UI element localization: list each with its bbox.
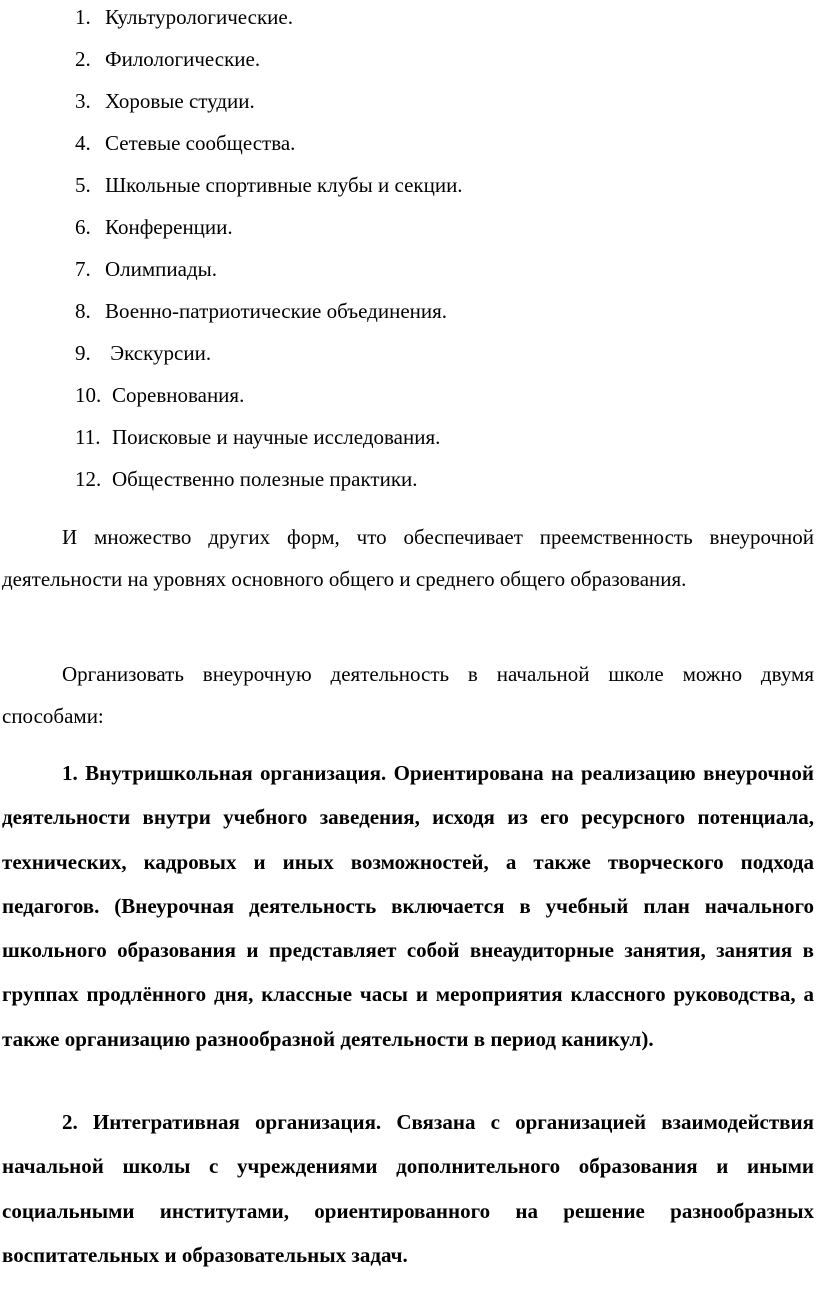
list-item-text: Экскурсии. xyxy=(105,341,212,365)
list-item-number: 5. xyxy=(75,173,91,197)
list-item-number: 7. xyxy=(75,257,91,281)
list-item xyxy=(75,464,463,506)
list-item-text: Культурологические. xyxy=(105,5,293,29)
list-item-text: Конференции. xyxy=(105,215,233,239)
paragraph-two-ways: Организовать внеурочную деятельность в начальной школе можно двумя способами: xyxy=(2,662,814,728)
list-item-text: Олимпиады. xyxy=(105,257,218,281)
list-item-number: 1. xyxy=(75,5,91,29)
forms-list xyxy=(75,2,463,506)
paragraph-other-forms: И множество других форм, что обеспечивает преемственность внеурочной деятельности на уровнях основного общего и среднего общего образования. xyxy=(2,525,814,591)
list-item-text: Военно-патриотические объединения. xyxy=(105,299,448,323)
list-item xyxy=(75,422,463,464)
list-item xyxy=(75,86,463,128)
list-item xyxy=(75,380,463,422)
list-item xyxy=(75,170,463,212)
list-item-number: 11. xyxy=(75,425,101,449)
list-item xyxy=(75,44,463,86)
list-item-number: 8. xyxy=(75,299,91,323)
list-item-number: 6. xyxy=(75,215,91,239)
list-item xyxy=(75,2,463,44)
list-item xyxy=(75,212,463,254)
list-item-text: Общественно полезные практики. xyxy=(112,467,418,491)
list-item-number: 2. xyxy=(75,47,91,71)
list-item-text: Соревнования. xyxy=(112,383,245,407)
list-item-text: Сетевые сообщества. xyxy=(105,131,296,155)
list-item-text: Школьные спортивные клубы и секции. xyxy=(105,173,463,197)
paragraph-intraschool-organization: 1. Внутришкольная организация. Ориентирована на реализацию внеурочной деятельности внутри учебного заведения, исходя из его ресурсного потенциала, технических, кадровых и иных возможностей, а также творческого подхода педагогов. (Внеурочная деятельность включается в учебный план начального школьного образования и представляет собой внеаудиторные занятия, занятия в группах продлённого дня, классные часы и мероприятия классного руководства, а также организацию разнообразной деятельности в период каникул). xyxy=(2,761,814,1051)
list-item-text: Филологические. xyxy=(105,47,261,71)
paragraph-integrative-organization: 2. Интегративная организация. Связана с организацией взаимодействия начальной школы с учреждениями дополнительного образования и иными социальными институтами, ориентированного на решение разнообразных воспитательных и образовательных задач. xyxy=(2,1110,814,1267)
list-item-number: 10. xyxy=(75,383,102,407)
list-item-text: Хоровые студии. xyxy=(105,89,255,113)
list-item-text: Поисковые и научные исследования. xyxy=(112,425,441,449)
list-item-number: 3. xyxy=(75,89,91,113)
list-item-number: 9. xyxy=(75,341,91,365)
list-item-number: 4. xyxy=(75,131,91,155)
list-item xyxy=(75,296,463,338)
list-item xyxy=(75,338,463,380)
list-item-number: 12. xyxy=(75,467,102,491)
list-item xyxy=(75,254,463,296)
list-item xyxy=(75,128,463,170)
